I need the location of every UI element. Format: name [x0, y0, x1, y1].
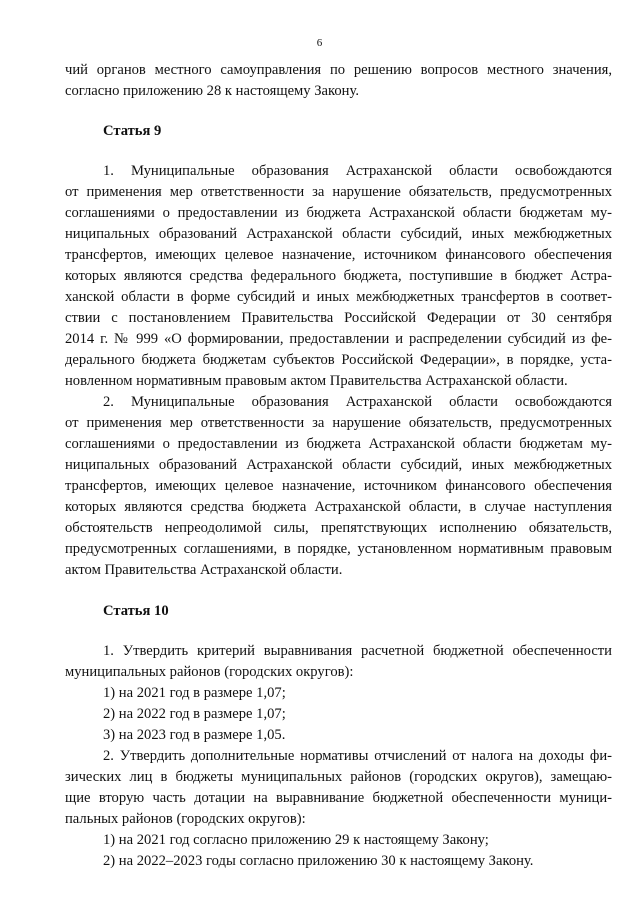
article-9-heading: Статья 9: [103, 123, 162, 139]
article-10-list-item: 2) на 2022 год в размере 1,07;: [103, 706, 286, 722]
page-number: 6: [316, 37, 323, 49]
article-9-p1-line: новленном нормативным правовым актом Правительства Астраханской области.: [65, 373, 568, 389]
article-10-heading: Статья 10: [103, 603, 169, 619]
article-9-p1-line: от применения мер ответственности за нарушение обязательств, предусмотренных: [65, 184, 612, 200]
article-10-list-item: 2) на 2022–2023 годы согласно приложению 30 к настоящему Закону.: [103, 853, 534, 869]
article-9-p2-line: 2. Муниципальные образования Астраханской области освобождаются: [103, 394, 612, 410]
article-9-p1-line: ханской области в форме субсидий и иных межбюджетных трансфертов в соответ-: [65, 289, 612, 305]
article-9-p1-line: 1. Муниципальные образования Астраханской области освобождаются: [103, 163, 612, 179]
article-9-p1-line: которых являются средства федерального бюджета, поступившие в бюджет Астра-: [65, 268, 612, 284]
article-10-p2-line: щие вторую часть дотации на выравнивание бюджетной обеспеченности муници-: [65, 790, 612, 806]
article-9-p2-line: ниципальных образований Астраханской области субсидий, иных межбюджетных: [65, 457, 612, 473]
article-9-p2-line: которых являются средства бюджета Астраханской области, в случае наступления: [65, 499, 612, 515]
article-10-list-item: 1) на 2021 год согласно приложению 29 к настоящему Закону;: [103, 832, 489, 848]
article-9-p1-line: дерального бюджета бюджетам субъектов Российской Федерации», в порядке, уста-: [65, 352, 612, 368]
article-9-p1-line: трансфертов, имеющих целевое назначение, источником финансового обеспечения: [65, 247, 612, 263]
article-9-p2-line: трансфертов, имеющих целевое назначение, источником финансового обеспечения: [65, 478, 612, 494]
article-9-p1-line: 2014 г. № 999 «О формировании, предоставлении и распределении субсидий из фе-: [65, 331, 612, 347]
continuation-line: согласно приложению 28 к настоящему Закону.: [65, 83, 359, 99]
article-10-list-item: 1) на 2021 год в размере 1,07;: [103, 685, 286, 701]
article-9-p2-line: предусмотренных соглашениями, в порядке, установленном нормативным правовым: [65, 541, 612, 557]
article-9-p1-line: ствии с постановлением Правительства Российской Федерации от 30 сентября: [65, 310, 612, 326]
article-9-p1-line: ниципальных образований Астраханской области субсидий, иных межбюджетных: [65, 226, 612, 242]
article-10-p2-line: 2. Утвердить дополнительные нормативы отчислений от налога на доходы фи-: [103, 748, 612, 764]
article-10-list-item: 3) на 2023 год в размере 1,05.: [103, 727, 286, 743]
article-9-p2-line: от применения мер ответственности за нарушение обязательств, предусмотренных: [65, 415, 612, 431]
continuation-line: чий органов местного самоуправления по решению вопросов местного значения,: [65, 62, 612, 78]
article-10-p1-line: 1. Утвердить критерий выравнивания расчетной бюджетной обеспеченности: [103, 643, 612, 659]
article-10-p2-line: пальных районов (городских округов):: [65, 811, 306, 827]
article-9-p2-line: актом Правительства Астраханской области.: [65, 562, 343, 578]
article-10-p1-line: муниципальных районов (городских округов):: [65, 664, 354, 680]
article-9-p2-line: соглашениями о предоставлении из бюджета Астраханской области бюджетам му-: [65, 436, 612, 452]
article-9-p1-line: соглашениями о предоставлении из бюджета Астраханской области бюджетам му-: [65, 205, 612, 221]
article-9-p2-line: обстоятельств непреодолимой силы, препятствующих исполнению обязательств,: [65, 520, 612, 536]
article-10-p2-line: зических лиц в бюджеты муниципальных районов (городских округов), замещаю-: [65, 769, 612, 785]
